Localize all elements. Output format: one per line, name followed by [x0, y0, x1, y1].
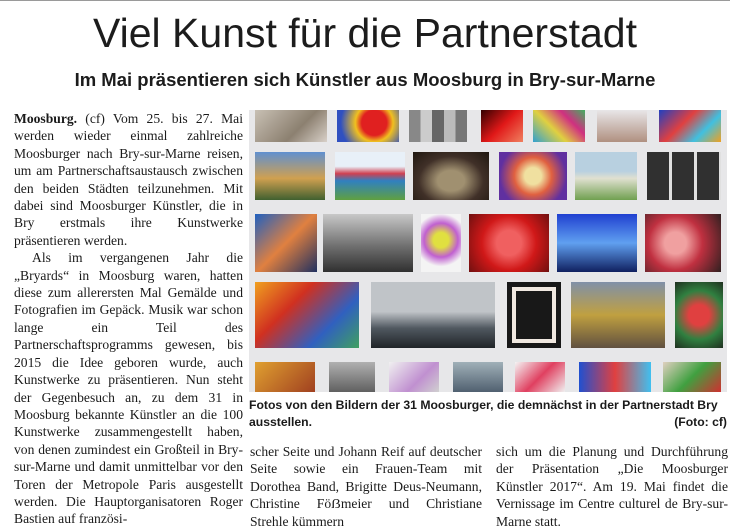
artwork [579, 362, 651, 392]
headline: Viel Kunst für die Partnerstadt [93, 10, 637, 56]
artwork [597, 110, 647, 142]
top-rule [0, 0, 730, 1]
artwork [469, 214, 549, 272]
artwork [255, 362, 315, 392]
artwork [323, 214, 413, 272]
article-column-2: scher Seite und Johann Reif auf deutscher Seite sowie ein Frauen-Team mit Dorothea Band, Brigitte Deus-Neumann, Christine Föẞmeier und Christiane Strehle kümmern [250, 444, 482, 529]
photo-caption [249, 397, 727, 430]
artwork [371, 282, 495, 348]
artwork [533, 110, 585, 142]
subheadline: Im Mai präsentieren sich Künstler aus Moosburg in Bry-sur-Marne [74, 69, 656, 90]
artwork [663, 362, 721, 392]
artwork [335, 152, 405, 200]
artwork [409, 110, 467, 142]
artwork [515, 362, 565, 392]
article-column-3: sich um die Planung und Durchführung der Präsentation „Die Moosburger Künstler 2017“. Am 19. Mai findet die Vernissage im Centre culturel de Bry-sur-Marne statt. [496, 444, 728, 529]
artwork [675, 282, 723, 348]
paragraph-2: Als im vergangenen Jahr die „Bryards“ in Moosburg waren, hatten diese zum allerersten Mal Gemälde und Fotografien im Gepäck. Musik war schon lange ein Teil des Partnerschaftsprogramms gewesen, bis 2015 die Idee geboren wurde, auch Kunstwerke zu präsentieren. Nun steht der Gegenbesuch an, zu dem 31 in Moosburg bekannte Künstler an die 100 Kunstwerke zusammengestellt haben, von denen zumindest ein Großteil in Bry-sur-Marne und damit unmittelbar vor den Toren der Metropole Paris ausgestellt werden. Die Hauptorganisatoren Roger Bastien auf französi- [14, 250, 243, 527]
artwork [255, 214, 317, 272]
paragraph-1 [14, 110, 243, 249]
artwork [421, 214, 461, 272]
artwork-collage-photo [249, 110, 727, 392]
photo-credit: (Foto: cf) [674, 414, 727, 429]
artwork [255, 282, 359, 348]
caption-text: Fotos von den Bildern der 31 Moosburger, die demnächst in der Partnerstadt Bry ausstellen. [249, 398, 718, 429]
article-column-1 [14, 110, 243, 528]
artwork [453, 362, 503, 392]
artwork [413, 152, 489, 200]
dateline: Moosburg. [14, 111, 78, 126]
artwork [645, 214, 721, 272]
artwork [337, 110, 399, 142]
artwork [329, 362, 375, 392]
artwork [255, 152, 325, 200]
artwork [659, 110, 721, 142]
artwork [481, 110, 523, 142]
artwork [255, 110, 327, 142]
paragraph-1-text: (cf) Vom 25. bis 27. Mai werden wieder einmal zahlreiche Moosburger nach Bry-sur-Marne reisen, um am Partnerschaftsaustausch zwischen den beiden Städten teilzunehmen. Mit dabei sind Moosburger Künstler, die in Bry erstmals ihre Kunstwerke präsentieren werden. [14, 111, 243, 248]
artwork [389, 362, 439, 392]
artwork [557, 214, 637, 272]
artwork [499, 152, 567, 200]
artwork [571, 282, 665, 348]
artwork-grid [647, 152, 721, 200]
artwork [575, 152, 637, 200]
artwork [507, 282, 561, 348]
